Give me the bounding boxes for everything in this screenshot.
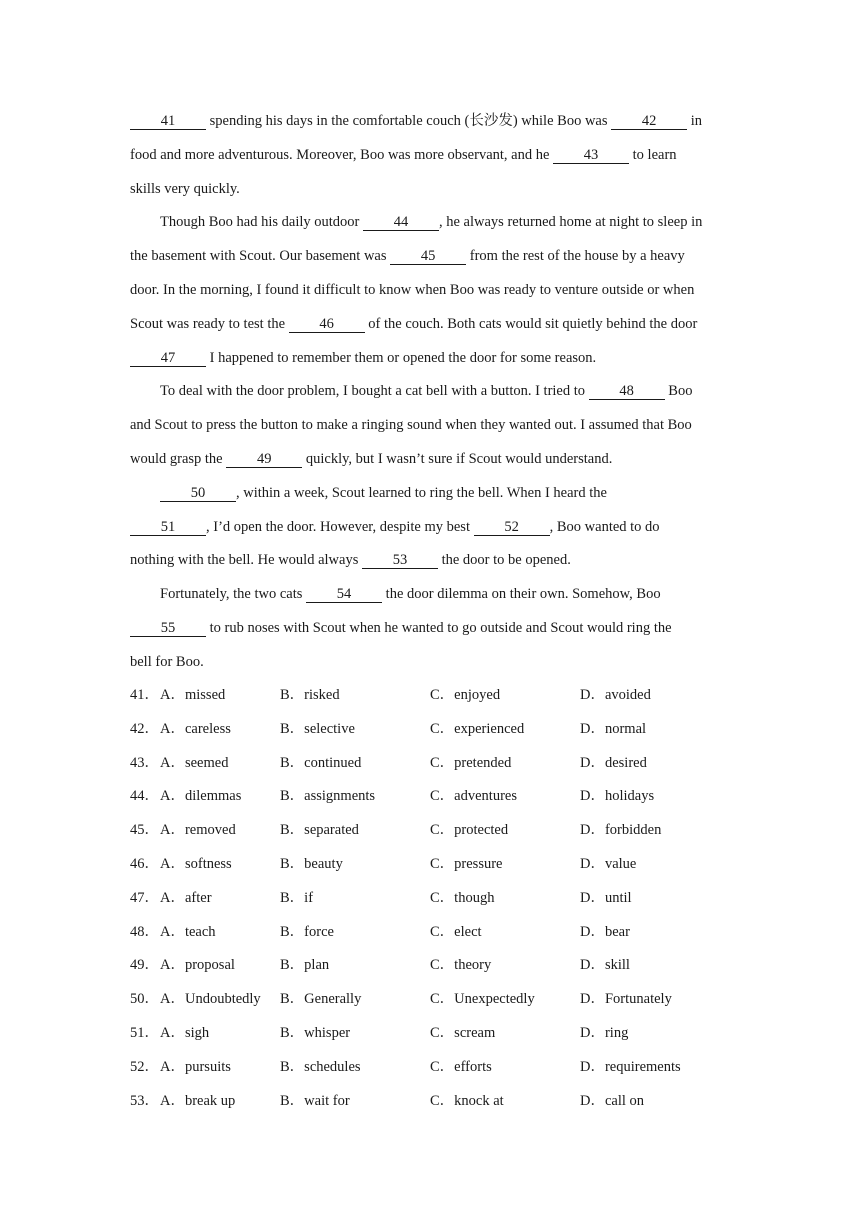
- option-d[interactable]: D．forbidden: [580, 822, 662, 839]
- passage-text: , within a week, Scout learned to ring the bell. When I heard the: [236, 484, 607, 501]
- passage-line: [130, 274, 726, 308]
- answer-options: [130, 679, 750, 1118]
- question-row: [130, 814, 750, 848]
- option-d[interactable]: D．until: [580, 889, 632, 906]
- option-a[interactable]: A．sigh: [160, 1024, 210, 1041]
- blank-54: 54: [306, 586, 382, 603]
- question-number: 50．: [130, 991, 159, 1008]
- passage-line: [130, 240, 726, 274]
- passage-text: the basement with Scout. Our basement was: [130, 248, 391, 265]
- option-b[interactable]: B．whisper: [280, 1024, 351, 1041]
- question-number: 48．: [130, 923, 159, 940]
- option-a[interactable]: A．after: [160, 889, 212, 906]
- passage-text: Scout was ready to test the: [130, 315, 289, 332]
- option-b[interactable]: B．force: [280, 923, 334, 940]
- option-c[interactable]: C．pretended: [430, 754, 512, 771]
- option-b[interactable]: B．assignments: [280, 788, 376, 805]
- passage-text: would grasp the: [130, 450, 227, 467]
- passage-text: , Boo wanted to do: [549, 518, 660, 535]
- question-row: [130, 1051, 750, 1085]
- option-b[interactable]: B．beauty: [280, 855, 343, 872]
- option-d[interactable]: D．normal: [580, 720, 647, 737]
- passage-line: [130, 173, 726, 207]
- question-row: [130, 848, 750, 882]
- question-row: [130, 780, 750, 814]
- option-c[interactable]: C．efforts: [430, 1058, 492, 1075]
- passage-line: [130, 544, 726, 578]
- passage-line: [130, 308, 726, 342]
- passage-text: and Scout to press the button to make a ringing sound when they wanted out. I assumed that Boo: [130, 417, 692, 434]
- option-d[interactable]: D．value: [580, 855, 637, 872]
- passage-line: [130, 139, 726, 173]
- option-b[interactable]: B．selective: [280, 720, 355, 737]
- option-c[interactable]: C．though: [430, 889, 495, 906]
- blank-53: 53: [362, 552, 438, 569]
- blank-41: 41: [130, 113, 206, 130]
- passage-text: from the rest of the house by a heavy: [466, 248, 685, 265]
- passage-text: quickly, but I wasn’t sure if Scout would understand.: [302, 450, 613, 467]
- option-a[interactable]: A．careless: [160, 720, 231, 737]
- question-number: 51．: [130, 1024, 159, 1041]
- passage-line: [130, 105, 726, 139]
- question-number: 45．: [130, 822, 159, 839]
- passage-line: [130, 409, 726, 443]
- question-number: 49．: [130, 957, 159, 974]
- passage-text: door. In the morning, I found it difficult to know when Boo was ready to venture outside or when: [130, 281, 695, 298]
- passage-text: Fortunately, the two cats: [160, 586, 307, 603]
- option-d[interactable]: D．holidays: [580, 788, 655, 805]
- option-a[interactable]: A．dilemmas: [160, 788, 242, 805]
- option-b[interactable]: B．risked: [280, 687, 340, 703]
- option-c[interactable]: C．Unexpectedly: [430, 991, 535, 1008]
- question-number: 53．: [130, 1092, 159, 1109]
- option-b[interactable]: B．Generally: [280, 991, 362, 1008]
- option-b[interactable]: B．wait for: [280, 1092, 350, 1109]
- option-d[interactable]: D．requirements: [580, 1058, 681, 1075]
- passage-line: [130, 511, 726, 545]
- question-number: 47．: [130, 889, 159, 906]
- question-number: 44．: [130, 788, 159, 805]
- blank-51: 51: [130, 519, 206, 536]
- passage-text: in: [687, 113, 703, 129]
- option-d[interactable]: D．desired: [580, 754, 647, 771]
- option-a[interactable]: A．Undoubtedly: [160, 991, 261, 1008]
- question-number: 41．: [130, 687, 159, 703]
- passage-line: [130, 375, 726, 409]
- blank-42: 42: [611, 113, 687, 130]
- option-a[interactable]: A．seemed: [160, 754, 229, 771]
- option-c[interactable]: C．protected: [430, 822, 509, 839]
- passage-line: [130, 646, 726, 680]
- question-row: [130, 983, 750, 1017]
- passage-text: food and more adventurous. Moreover, Boo was more observant, and he: [130, 146, 554, 163]
- question-row: [130, 713, 750, 747]
- question-row: [130, 882, 750, 916]
- option-c[interactable]: C．theory: [430, 957, 492, 974]
- passage-text: , I’d open the door. However, despite my best: [206, 518, 474, 535]
- option-d[interactable]: D．Fortunately: [580, 991, 672, 1008]
- option-c[interactable]: C．knock at: [430, 1092, 504, 1109]
- blank-48: 48: [589, 383, 665, 400]
- question-number: 43．: [130, 754, 159, 771]
- passage-line: [130, 206, 726, 240]
- option-c[interactable]: C．adventures: [430, 788, 517, 805]
- blank-43: 43: [553, 147, 629, 164]
- question-row: [130, 747, 750, 781]
- question-row: [130, 679, 750, 713]
- question-row: [130, 1017, 750, 1051]
- option-c[interactable]: C．pressure: [430, 855, 503, 872]
- blank-49: 49: [226, 451, 302, 468]
- option-d[interactable]: D．ring: [580, 1024, 629, 1041]
- option-c[interactable]: C．scream: [430, 1024, 496, 1041]
- passage-text: Though Boo had his daily outdoor: [160, 214, 363, 231]
- question-number: 42．: [130, 720, 159, 737]
- blank-46: 46: [289, 316, 365, 333]
- question-number: 46．: [130, 855, 159, 872]
- passage-line: [130, 612, 726, 646]
- option-a[interactable]: A．proposal: [160, 957, 235, 974]
- option-a[interactable]: A．break up: [160, 1092, 236, 1109]
- blank-55: 55: [130, 620, 206, 637]
- option-b[interactable]: B．schedules: [280, 1058, 361, 1075]
- passage-text: , he always returned home at night to sleep in: [439, 214, 703, 231]
- passage-text: skills very quickly.: [130, 180, 240, 197]
- cloze-passage: [130, 105, 726, 680]
- passage-text: bell for Boo.: [130, 653, 204, 670]
- blank-52: 52: [474, 519, 550, 536]
- question-row: [130, 949, 750, 983]
- passage-text: nothing with the bell. He would always: [130, 552, 362, 569]
- blank-50: 50: [160, 485, 236, 502]
- passage-line: [130, 443, 726, 477]
- passage-line: [130, 578, 726, 612]
- option-c[interactable]: C．elect: [430, 923, 482, 940]
- passage-text: To deal with the door problem, I bought a cat bell with a button. I tried to: [160, 383, 589, 400]
- question-number: 52．: [130, 1058, 159, 1075]
- passage-text: the door to be opened.: [437, 552, 571, 569]
- passage-text: of the couch. Both cats would sit quietly behind the door: [364, 315, 698, 332]
- passage-text: the door dilemma on their own. Somehow, Boo: [382, 586, 661, 603]
- option-d[interactable]: D．skill: [580, 957, 630, 974]
- option-b[interactable]: B．continued: [280, 754, 362, 771]
- question-row: [130, 916, 750, 950]
- blank-44: 44: [363, 214, 439, 231]
- option-a[interactable]: A．pursuits: [160, 1058, 231, 1075]
- option-c[interactable]: C．experienced: [430, 720, 525, 737]
- option-c[interactable]: C．enjoyed: [430, 687, 501, 703]
- option-b[interactable]: B．plan: [280, 957, 330, 974]
- passage-text: I happened to remember them or opened the door for some reason.: [206, 349, 597, 366]
- option-d[interactable]: D．call on: [580, 1092, 645, 1109]
- question-row: [130, 1085, 750, 1119]
- blank-45: 45: [390, 248, 466, 265]
- passage-text: spending his days in the comfortable couch (长沙发) while Boo was: [206, 113, 612, 129]
- option-a[interactable]: A．softness: [160, 855, 232, 872]
- passage-line: [130, 342, 726, 376]
- passage-text: to learn: [629, 146, 677, 163]
- option-b[interactable]: B．separated: [280, 822, 359, 839]
- option-d[interactable]: D．bear: [580, 923, 630, 940]
- passage-line: [130, 477, 726, 511]
- blank-47: 47: [130, 350, 206, 367]
- option-a[interactable]: A．missed: [160, 687, 226, 703]
- option-a[interactable]: A．removed: [160, 822, 236, 839]
- option-b[interactable]: B．if: [280, 889, 314, 906]
- passage-text: to rub noses with Scout when he wanted to go outside and Scout would ring the: [206, 619, 672, 636]
- option-a[interactable]: A．teach: [160, 923, 216, 940]
- option-d[interactable]: D．avoided: [580, 687, 651, 703]
- passage-text: Boo: [664, 383, 693, 400]
